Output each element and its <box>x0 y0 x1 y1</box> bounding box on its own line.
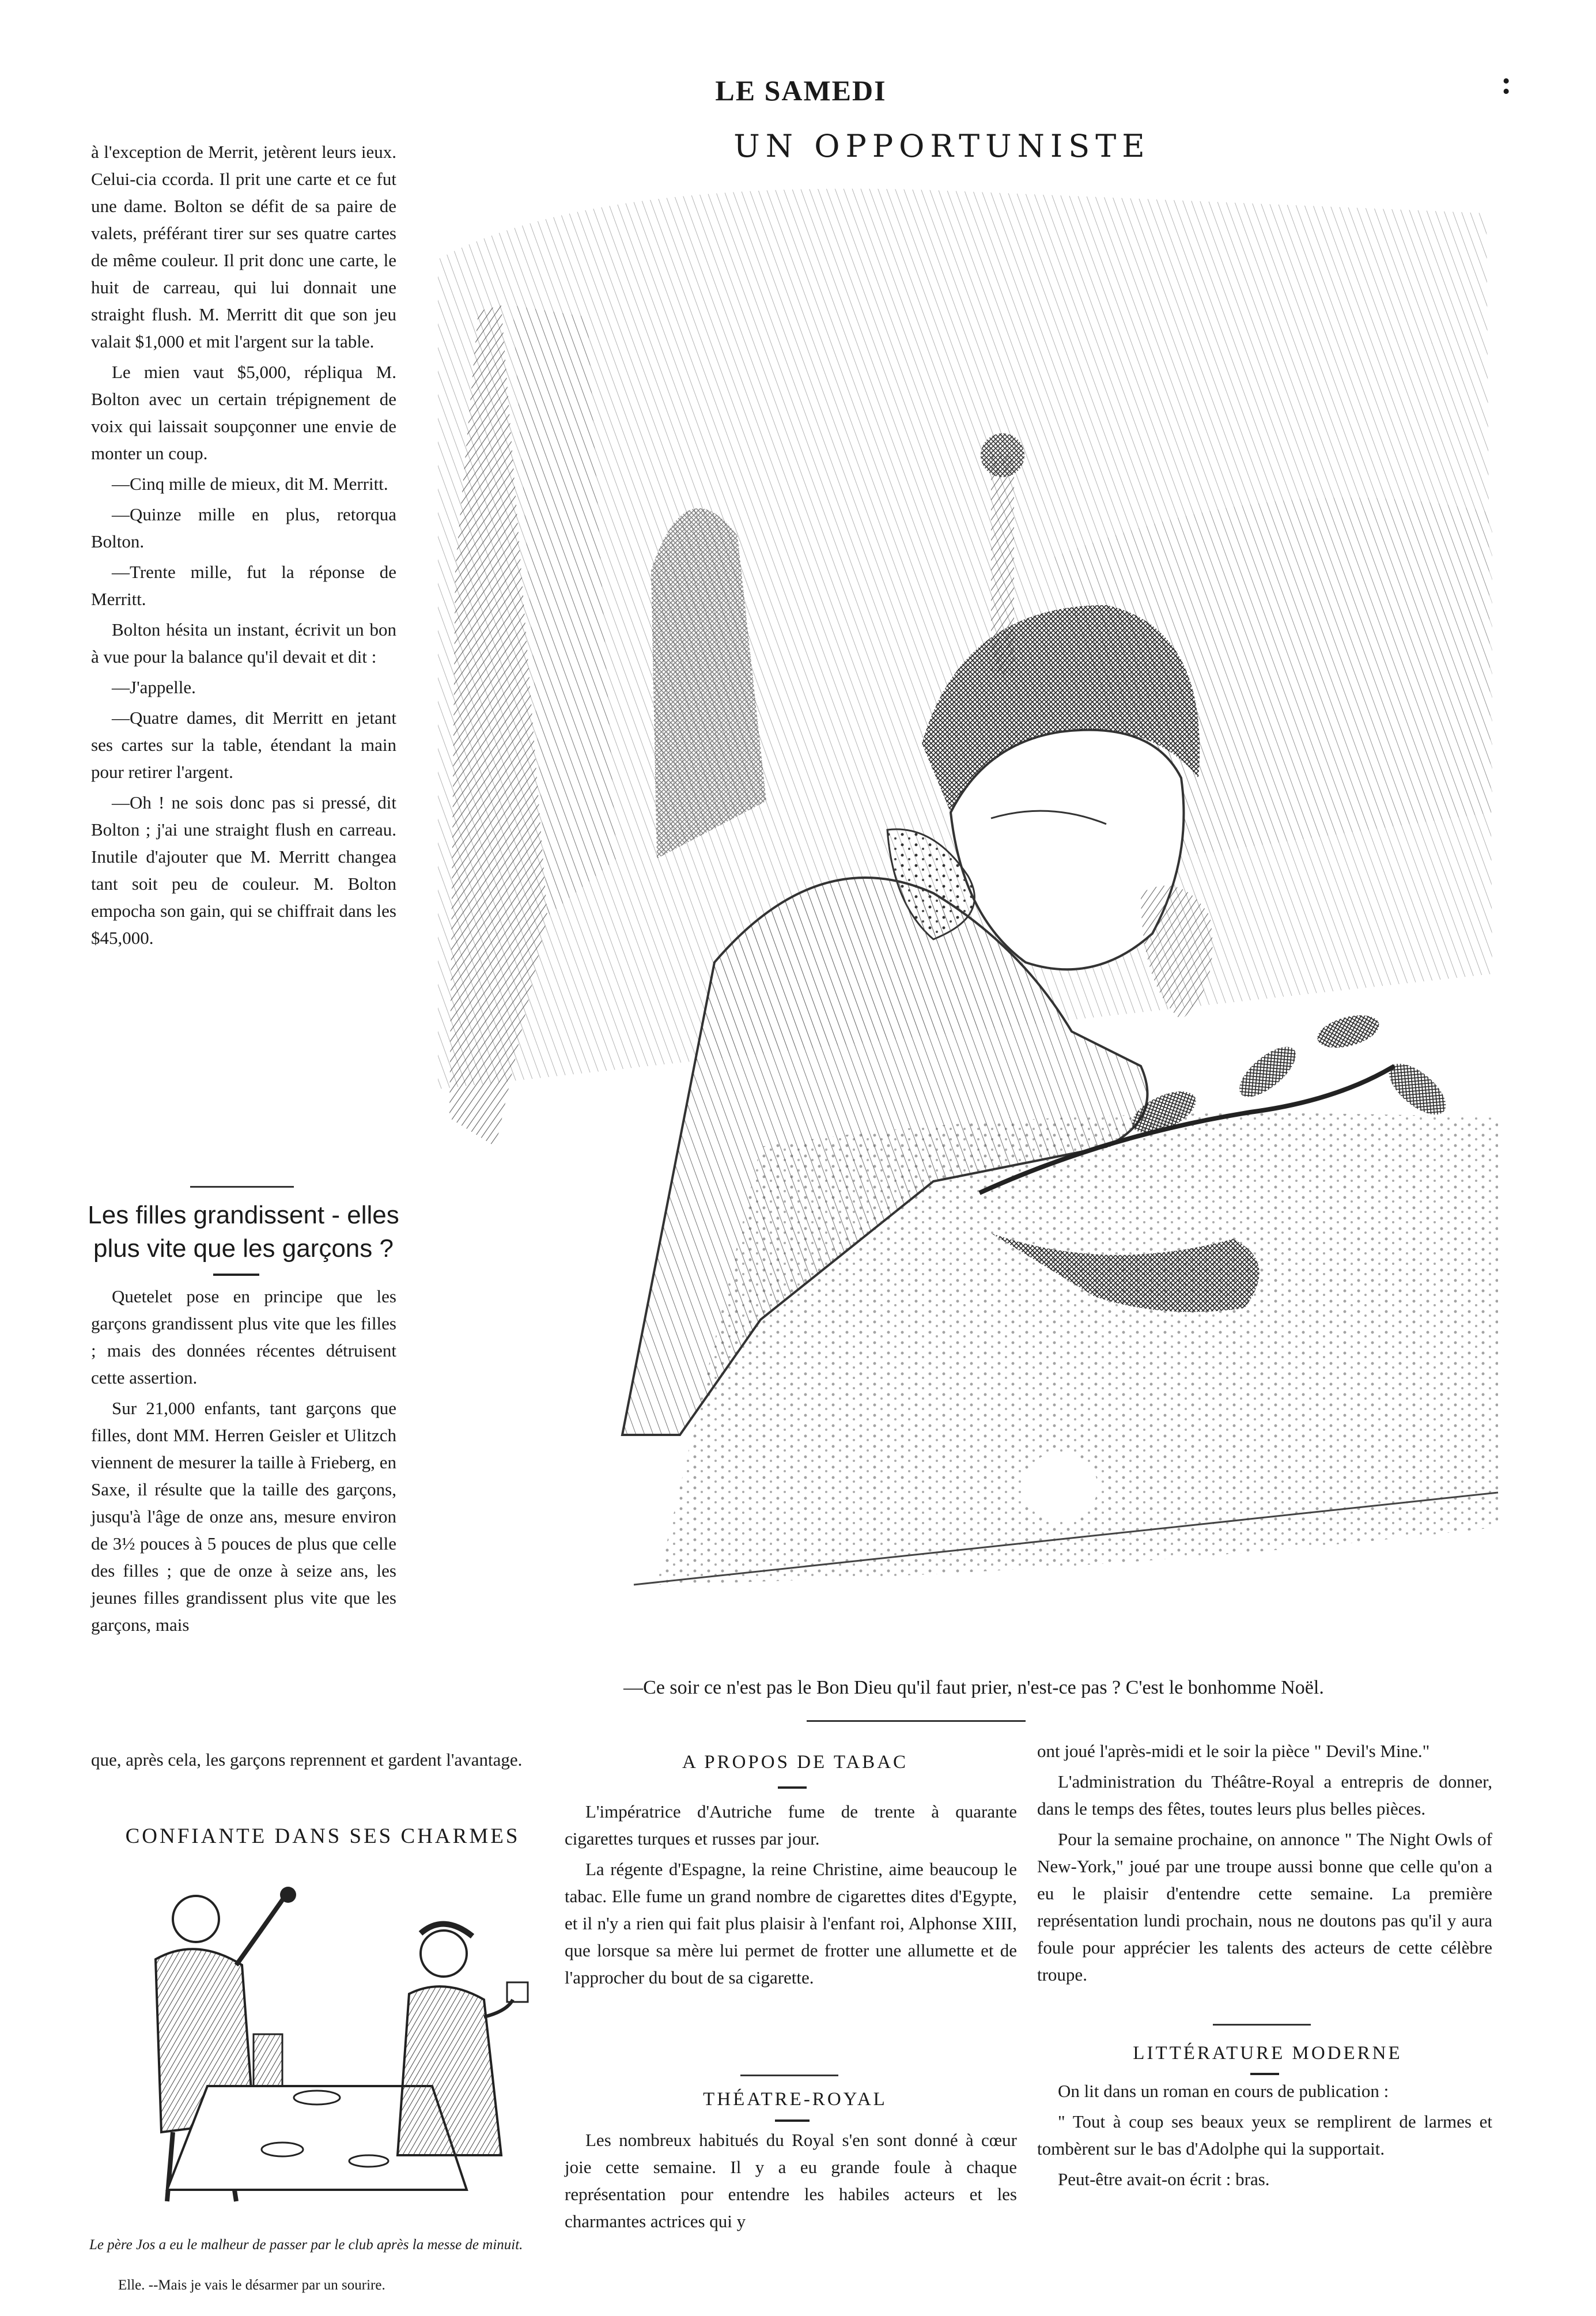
paragraph: Peut-être avait-on écrit : bras. <box>1058 2169 1270 2189</box>
divider <box>778 1786 807 1789</box>
paragraph: Quetelet pose en principe que les garçons grandissent plus vite que les filles ; mais des données récentes détruisent cette assertion. <box>91 1286 396 1388</box>
article-body <box>565 2126 1017 2238</box>
article-title: LITTÉRATURE MODERNE <box>1133 2043 1402 2064</box>
paragraph: —Trente mille, fut la réponse de Merritt. <box>91 562 396 609</box>
article-body <box>1037 2077 1492 2196</box>
article-title: A PROPOS DE TABAC <box>682 1752 909 1773</box>
divider <box>1250 2073 1279 2075</box>
paragraph: Bolton hésita un instant, écrivit un bon à vue pour la balance qu'il devait et dit : <box>91 619 396 667</box>
paragraph: —J'appelle. <box>112 677 196 697</box>
right-column <box>1037 1737 1492 1992</box>
divider <box>807 1720 1026 1722</box>
paragraph: —Cinq mille de mieux, dit M. Merritt. <box>112 474 388 494</box>
paragraph: Sur 21,000 enfants, tant garçons que filles, dont MM. Herren Geisler et Ulitzch viennent de mesurer la taille à Frieberg, en Saxe, il résulte que la taille des garçons, jusqu'à l'âge de onze ans, mesure environ de 3½ pouces à 5 pouces de plus que celle des filles ; que de onze à seize ans, les jeunes filles grandissent plus vite que les garçons, mais <box>91 1398 396 1635</box>
paragraph: On lit dans un roman en cours de publication : <box>1058 2081 1389 2101</box>
cartoon-caption: Le père Jos a eu le malheur de passer par le club après la messe de minuit. <box>89 2237 523 2253</box>
paragraph: —Oh ! ne sois donc pas si pressé, dit Bolton ; j'ai une straight flush en carreau. Inutile d'ajouter que M. Merritt changea tant soit peu de couleur. M. Bolton empocha son gain, qui se chiffrait dans les $45,000. <box>91 792 396 948</box>
article-body <box>565 1798 1017 1994</box>
cartoon-illustration <box>109 1879 547 2224</box>
engraving-illustration <box>415 167 1504 1677</box>
article-title: Les filles grandissent - elles plus vite que les garçons ? <box>88 1201 399 1263</box>
article-body <box>91 1283 396 1642</box>
divider <box>1213 2024 1311 2026</box>
paragraph: L'administration du Théâtre-Royal a entrepris de donner, dans le temps des fêtes, toutes leurs plus belles pièces. <box>1037 1771 1492 1819</box>
engraving-caption: —Ce soir ce n'est pas le Bon Dieu qu'il faut prier, n'est-ce pas ? C'est le bonhomme Noël. <box>623 1677 1324 1698</box>
paragraph: La régente d'Espagne, la reine Christine, aime beaucoup le tabac. Elle fume un grand nombre de cigarettes dites d'Egypte, et il n'y a rien qui fait plus plaisir à l'enfant roi, Alphonse XIII, que lorsque sa mère lui permet de frotter une allumette et de l'approcher du bout de sa cigarette. <box>565 1859 1017 1988</box>
paragraph: Le mien vaut $5,000, répliqua M. Bolton avec un certain trépignement de voix qui laissait soupçonner une envie de monter un coup. <box>91 362 396 463</box>
divider <box>213 1274 259 1276</box>
paragraph: Les nombreux habitués du Royal s'en sont donné à cœur joie cette semaine. Il y a eu grande foule à chaque représentation pour entendre les habiles acteurs et les charmantes actrices qui y <box>565 2130 1017 2231</box>
page-header: LE SAMEDI <box>715 74 887 107</box>
paragraph: que, après cela, les garçons reprennent et gardent l'avantage. <box>91 1750 523 1770</box>
divider <box>775 2119 810 2122</box>
article-title: THÉATRE-ROYAL <box>703 2089 887 2110</box>
left-column <box>91 138 396 955</box>
paragraph: à l'exception de Merrit, jetèrent leurs ieux. Celui-cia ccorda. Il prit une carte et ce fut une dame. Bolton se défit de sa paire de valets, préférant tirer sur ses quatre cartes de même couleur. Il prit donc une carte, le huit de carreau, qui lui donnait une straight flush. M. Merritt dit que son jeu valait $1,000 et mit l'argent sur la table. <box>91 142 396 352</box>
paragraph: Pour la semaine prochaine, on annonce " The Night Owls of New-York," joué par une troupe aussi bonne que celle qu'on a eu le plaisir d'entendre cette semaine. La première représentation lundi prochain, nous ne doutons pas qu'il y aura foule pour apprécier les talents des acteurs de cette célèbre troupe. <box>1037 1829 1492 1985</box>
article-continuation <box>91 1746 540 1777</box>
cartoon-caption-dialogue: Elle. --Mais je vais le désarmer par un sourire. <box>118 2277 385 2293</box>
paragraph: " Tout à coup ses beaux yeux se remplirent de larmes et tombèrent sur le bas d'Adolphe qui la supportait. <box>1037 2111 1492 2159</box>
engraving-title: UN OPPORTUNISTE <box>733 128 1151 164</box>
divider <box>740 2075 838 2076</box>
paragraph: —Quinze mille en plus, retorqua Bolton. <box>91 504 396 551</box>
cartoon-title: CONFIANTE DANS SES CHARMES <box>125 1824 520 1848</box>
paragraph: L'impératrice d'Autriche fume de trente à quarante cigarettes turques et russes par jour. <box>565 1801 1017 1849</box>
divider <box>190 1186 294 1188</box>
paragraph: ont joué l'après-midi et le soir la pièce " Devil's Mine." <box>1037 1741 1430 1761</box>
paragraph: —Quatre dames, dit Merritt en jetant ses cartes sur la table, étendant la main pour retirer l'argent. <box>91 708 396 782</box>
page-number-mark: : <box>1501 65 1512 101</box>
